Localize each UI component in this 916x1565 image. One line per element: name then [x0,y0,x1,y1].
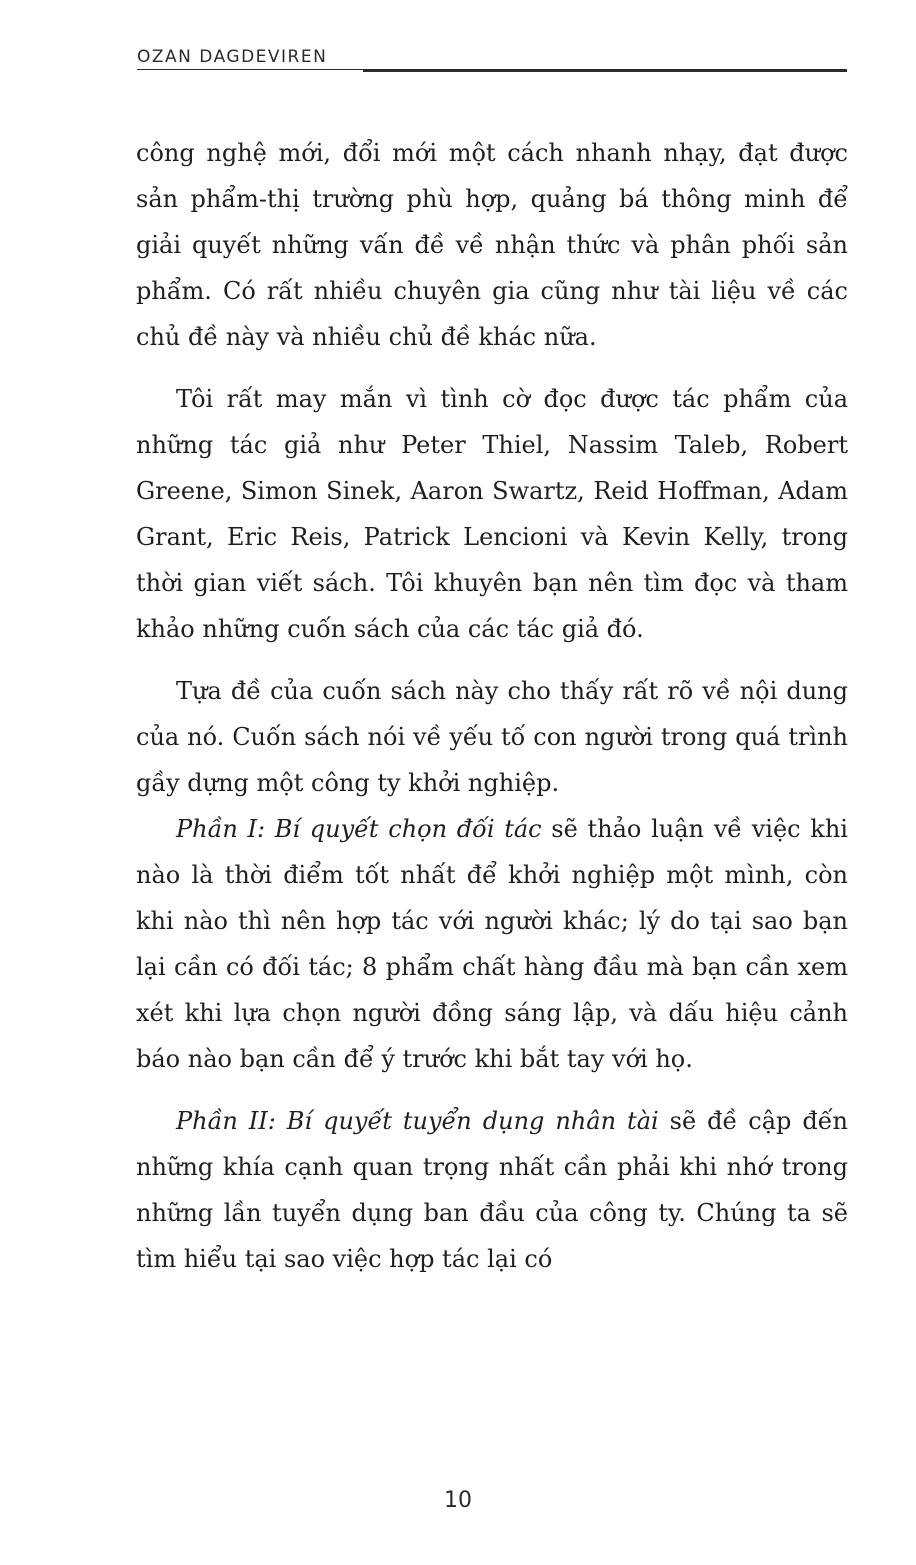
page-body [136,130,848,1282]
paragraph-4-text: sẽ thảo luận về việc khi nào là thời điểm tốt nhất để khởi nghiệp một mình, còn khi nào thì nên hợp tác với người khác; lý do tại sao bạn lại cần có đối tác; 8 phẩm chất hàng đầu mà bạn cần xem xét khi lựa chọn người đồng sáng lập, và dấu hiệu cảnh báo nào bạn cần để ý trước khi bắt tay với họ. [136,815,848,1073]
paragraph-4 [136,806,848,1082]
paragraph-5 [136,1098,848,1282]
paragraph-2: Tôi rất may mắn vì tình cờ đọc được tác phẩm của những tác giả như Peter Thiel, Nassim Taleb, Robert Greene, Simon Sinek, Aaron Swartz, Reid Hoffman, Adam Grant, Eric Reis, Patrick Lencioni và Kevin Kelly, trong thời gian viết sách. Tôi khuyên bạn nên tìm đọc và tham khảo những cuốn sách của các tác giả đó. [136,385,848,643]
paragraph-1: công nghệ mới, đổi mới một cách nhanh nhạy, đạt được sản phẩm-thị trường phù hợp, quảng bá thông minh để giải quyết những vấn đề về nhận thức và phân phối sản phẩm. Có rất nhiều chuyên gia cũng như tài liệu về các chủ đề này và nhiều chủ đề khác nữa. [136,139,848,351]
paragraph-5-text: sẽ đề cập đến những khía cạnh quan trọng nhất cần phải khi nhớ trong những lần tuyển dụng ban đầu của công ty. Chúng ta sẽ tìm hiểu tại sao việc hợp tác lại có [136,1107,848,1273]
header-author: OZAN DAGDEVIREN [137,47,328,67]
header-rule-accent [363,69,847,72]
running-header [137,46,847,74]
part-2-title: Phần II: Bí quyết tuyển dụng nhân tài [176,1107,659,1135]
page-number: 10 [444,1488,472,1513]
paragraph-3: Tựa đề của cuốn sách này cho thấy rất rõ về nội dung của nó. Cuốn sách nói về yếu tố con người trong quá trình gầy dựng một công ty khởi nghiệp. [136,677,848,797]
part-1-title: Phần I: Bí quyết chọn đối tác [176,815,542,843]
